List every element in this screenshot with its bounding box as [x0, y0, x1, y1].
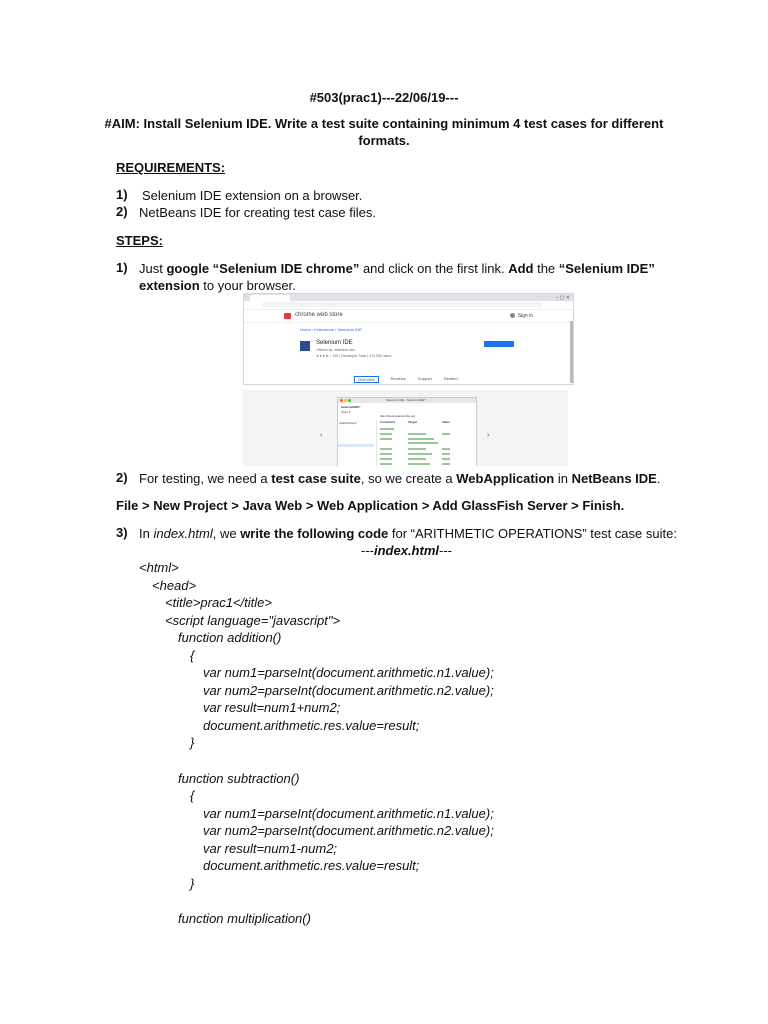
file-heading: ---index.html--- [360, 543, 452, 558]
code-line-11: } [190, 735, 195, 750]
tab-support: Support [417, 376, 432, 381]
scrollbar [570, 321, 573, 383]
code-line-2: <head> [152, 578, 197, 593]
prev-arrow-icon: ‹ [320, 432, 323, 439]
store-tabs [354, 376, 458, 383]
code-line-6: { [190, 648, 195, 663]
selenium-logo-icon [300, 341, 310, 351]
requirements-heading: REQUIREMENTS: [116, 160, 226, 175]
extension-rating: ★★★★☆ 151 | Developer Tools | 274,000 users [316, 354, 392, 358]
ide-project-name: SeleniumIDE* [341, 405, 361, 409]
step-3-number: 3) [116, 525, 128, 540]
req-2-text: NetBeans IDE for creating test case files. [139, 205, 376, 220]
tab-overview: Overview [354, 376, 379, 383]
code-line-8: var num2=parseInt(document.arithmetic.n2.value); [203, 683, 494, 698]
chrome-store-logo-icon [284, 313, 291, 319]
code-line-1: <html> [139, 560, 179, 575]
aim-line-2: formats. [358, 133, 410, 148]
steps-heading: STEPS: [116, 233, 163, 248]
code-line-13: function subtraction() [178, 771, 300, 786]
code-line-15: var num1=parseInt(document.arithmetic.n1.value); [203, 806, 494, 821]
code-line-9: var result=num1+num2; [203, 700, 341, 715]
req-1-text: Selenium IDE extension on a browser. [142, 188, 363, 203]
ide-col-target: Target [408, 420, 417, 424]
ide-window-title: Selenium IDE - SeleniumIDE* [386, 398, 426, 402]
step-3-text: In index.html, we write the following code for “ARITHMETIC OPERATIONS” test case suite: [139, 526, 677, 541]
ide-url: http://www.seleniumhq.org [380, 414, 416, 418]
step-1-number: 1) [116, 260, 128, 275]
ide-col-command: Command [380, 420, 395, 424]
selenium-ide-screenshot [243, 390, 568, 466]
selenium-ide-window [337, 397, 477, 466]
tab-related: Related [443, 376, 458, 381]
document-title: #503(prac1)---22/06/19--- [309, 90, 459, 105]
code-line-7: var num1=parseInt(document.arithmetic.n1.value); [203, 665, 494, 680]
menu-path: File > New Project > Java Web > Web Application > Add GlassFish Server > Finish. [116, 498, 625, 513]
tab-reviews: Reviews [390, 376, 406, 381]
chrome-web-store-screenshot: – ▢ ✕ chrome web store Sign in Home › Extensions › Selenium IDE Selenium IDE Offered by: selenium.dev ★★★★☆ 151 | Developer Tools | 274,000 users Overview Reviews Support Related [243, 293, 574, 385]
code-line-17: var result=num1-num2; [203, 841, 338, 856]
step-2-text: For testing, we need a test case suite, so we create a WebApplication in NetBeans IDE. [139, 471, 661, 486]
extension-publisher: Offered by: selenium.dev [316, 348, 355, 352]
code-line-18: document.arithmetic.res.value=result; [203, 858, 420, 873]
code-line-21: function multiplication() [178, 911, 311, 926]
code-line-16: var num2=parseInt(document.arithmetic.n2.value); [203, 823, 494, 838]
step-2-number: 2) [116, 470, 128, 485]
code-line-5: function addition() [178, 630, 282, 645]
step-1-line-1: Just google “Selenium IDE chrome” and click on the first link. Add the “Selenium IDE” [139, 261, 655, 276]
next-arrow-icon: › [487, 432, 490, 439]
extension-name: Selenium IDE [316, 340, 353, 346]
add-to-chrome-button [484, 341, 514, 347]
code-line-14: { [190, 788, 195, 803]
store-name: chrome web store [295, 312, 343, 318]
ide-sidebar-item: Untitled Project* [339, 422, 357, 425]
aim-line-1: #AIM: Install Selenium IDE. Write a test suite containing minimum 4 test cases for different [104, 116, 664, 131]
code-line-4: <script language="javascript"> [165, 613, 341, 628]
req-1-number: 1) [116, 187, 128, 202]
sign-in-link: Sign in [510, 313, 533, 319]
step-1-line-2: extension to your browser. [139, 278, 296, 293]
code-line-3: <title>prac1</title> [165, 595, 272, 610]
code-line-10: document.arithmetic.res.value=result; [203, 718, 420, 733]
ide-tests-dropdown: Tests ▾ [341, 410, 351, 414]
req-2-number: 2) [116, 204, 128, 219]
code-line-19: } [190, 876, 195, 891]
store-breadcrumb: Home › Extensions › Selenium IDE [300, 327, 362, 332]
ide-col-value: Value [442, 420, 450, 424]
